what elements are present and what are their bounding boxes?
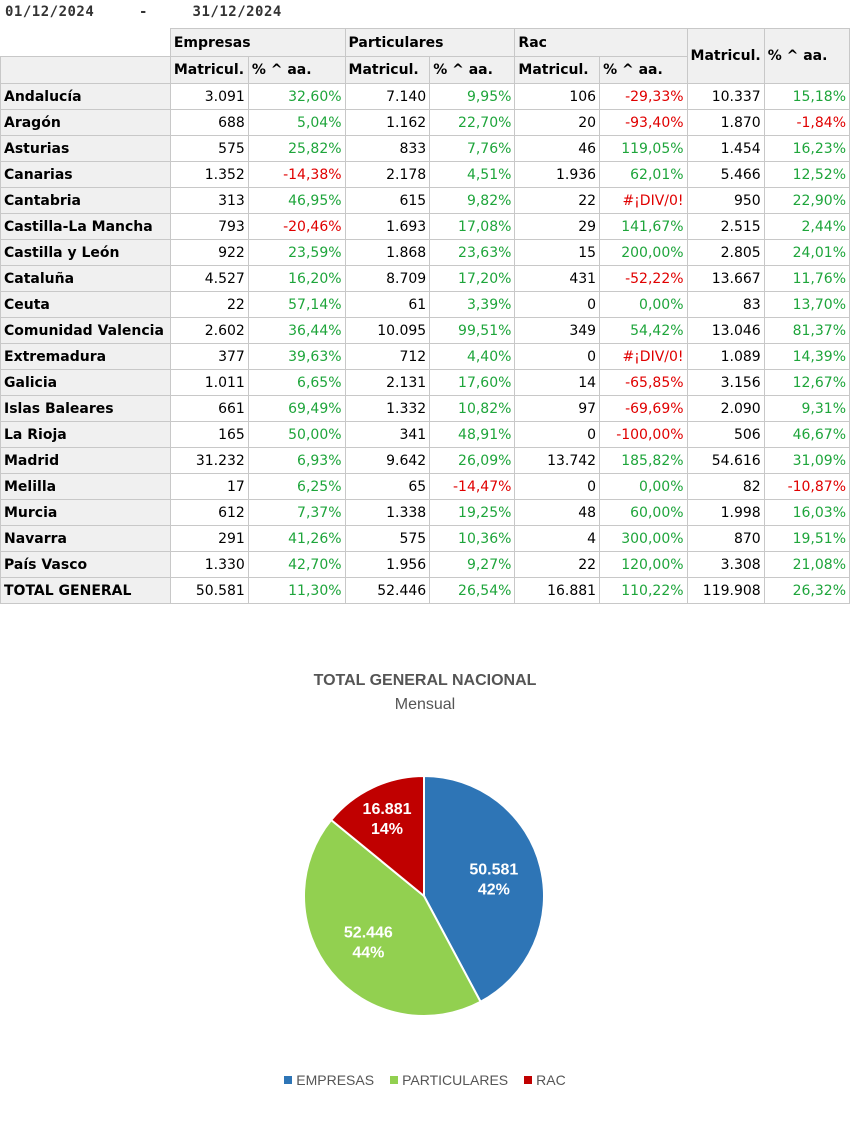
- pct-cell: -1,84%: [764, 110, 849, 136]
- pct-cell: 141,67%: [600, 214, 687, 240]
- pct-cell: 26,09%: [430, 448, 515, 474]
- pct-cell: 0,00%: [600, 474, 687, 500]
- table-row: [1, 318, 850, 344]
- matricul-cell: 922: [170, 240, 248, 266]
- pct-cell: 62,01%: [600, 162, 687, 188]
- matricul-cell: 165: [170, 422, 248, 448]
- registrations-table: [0, 28, 850, 604]
- matricul-cell: 575: [345, 526, 430, 552]
- pct-cell: 39,63%: [248, 344, 345, 370]
- pie-value-label: 52.446: [343, 924, 393, 942]
- col-header-matricul: Matricul.: [170, 57, 248, 84]
- pct-cell: 17,20%: [430, 266, 515, 292]
- matricul-cell: 3.308: [687, 552, 764, 578]
- matricul-cell: 1.011: [170, 370, 248, 396]
- pct-cell: 185,82%: [600, 448, 687, 474]
- matricul-cell: 349: [515, 318, 600, 344]
- matricul-cell: 1.162: [345, 110, 430, 136]
- matricul-cell: 2.131: [345, 370, 430, 396]
- pct-cell: -14,47%: [430, 474, 515, 500]
- table-row: [1, 188, 850, 214]
- matricul-cell: 2.178: [345, 162, 430, 188]
- pct-cell: 6,93%: [248, 448, 345, 474]
- pct-cell: 12,67%: [764, 370, 849, 396]
- matricul-cell: 0: [515, 422, 600, 448]
- table-row: [1, 162, 850, 188]
- region-name: Cataluña: [1, 266, 171, 292]
- col-header-pct: % ^ aa.: [430, 57, 515, 84]
- row-header-blank: [1, 57, 171, 84]
- matricul-cell: 793: [170, 214, 248, 240]
- table-row: [1, 84, 850, 110]
- pie-percent-label: 42%: [477, 881, 510, 899]
- pie-value-label: 50.581: [469, 861, 519, 879]
- matricul-cell: 106: [515, 84, 600, 110]
- region-name: Aragón: [1, 110, 171, 136]
- pct-cell: 119,05%: [600, 136, 687, 162]
- pct-cell: 23,59%: [248, 240, 345, 266]
- total-matricul-header: Matricul.: [687, 29, 764, 84]
- pct-cell: 46,95%: [248, 188, 345, 214]
- matricul-cell: 5.466: [687, 162, 764, 188]
- pct-cell: 11,76%: [764, 266, 849, 292]
- date-range: [5, 4, 282, 22]
- table-row: [1, 214, 850, 240]
- pct-cell: 10,36%: [430, 526, 515, 552]
- matricul-cell: 13.046: [687, 318, 764, 344]
- pct-cell: 12,52%: [764, 162, 849, 188]
- col-header-pct: % ^ aa.: [248, 57, 345, 84]
- table-row: [1, 474, 850, 500]
- legend-item: [284, 1072, 374, 1088]
- pie-percent-label: 14%: [371, 820, 404, 838]
- region-name: Murcia: [1, 500, 171, 526]
- matricul-cell: 119.908: [687, 578, 764, 604]
- matricul-cell: 661: [170, 396, 248, 422]
- legend-swatch: [390, 1076, 398, 1084]
- pct-cell: 3,39%: [430, 292, 515, 318]
- date-start: 01/12/2024: [5, 4, 95, 20]
- matricul-cell: 1.936: [515, 162, 600, 188]
- group-header-empresas: Empresas: [170, 29, 345, 57]
- pct-cell: 21,08%: [764, 552, 849, 578]
- matricul-cell: 16.881: [515, 578, 600, 604]
- pct-cell: 57,14%: [248, 292, 345, 318]
- table-row: [1, 240, 850, 266]
- matricul-cell: 1.870: [687, 110, 764, 136]
- table-row: [1, 292, 850, 318]
- pct-cell: 2,44%: [764, 214, 849, 240]
- pct-cell: 42,70%: [248, 552, 345, 578]
- region-name: Melilla: [1, 474, 171, 500]
- matricul-cell: 46: [515, 136, 600, 162]
- matricul-cell: 1.089: [687, 344, 764, 370]
- chart-subtitle: Mensual: [394, 696, 456, 713]
- matricul-cell: 313: [170, 188, 248, 214]
- region-name: País Vasco: [1, 552, 171, 578]
- pct-cell: 6,25%: [248, 474, 345, 500]
- matricul-cell: 431: [515, 266, 600, 292]
- matricul-cell: 377: [170, 344, 248, 370]
- matricul-cell: 22: [515, 188, 600, 214]
- pie-chart: [0, 740, 850, 1040]
- table-row: [1, 578, 850, 604]
- matricul-cell: 291: [170, 526, 248, 552]
- legend-label: EMPRESAS: [296, 1072, 375, 1088]
- region-name: Comunidad Valencia: [1, 318, 171, 344]
- pct-cell: 50,00%: [248, 422, 345, 448]
- table-row: [1, 396, 850, 422]
- pct-cell: 200,00%: [600, 240, 687, 266]
- matricul-cell: 7.140: [345, 84, 430, 110]
- matricul-cell: 1.330: [170, 552, 248, 578]
- matricul-cell: 0: [515, 344, 600, 370]
- matricul-cell: 833: [345, 136, 430, 162]
- pct-cell: 19,25%: [430, 500, 515, 526]
- pct-cell: 14,39%: [764, 344, 849, 370]
- pct-cell: 7,37%: [248, 500, 345, 526]
- pct-cell: 26,32%: [764, 578, 849, 604]
- col-header-pct: % ^ aa.: [600, 57, 687, 84]
- pct-cell: 7,76%: [430, 136, 515, 162]
- legend-label: RAC: [536, 1072, 566, 1088]
- group-header-particulares: Particulares: [345, 29, 515, 57]
- table-row: [1, 266, 850, 292]
- pct-cell: 22,90%: [764, 188, 849, 214]
- pct-cell: -20,46%: [248, 214, 345, 240]
- pct-cell: 15,18%: [764, 84, 849, 110]
- matricul-cell: 2.602: [170, 318, 248, 344]
- pct-cell: 0,00%: [600, 292, 687, 318]
- matricul-cell: 1.352: [170, 162, 248, 188]
- pct-cell: 69,49%: [248, 396, 345, 422]
- matricul-cell: 0: [515, 474, 600, 500]
- region-name: Canarias: [1, 162, 171, 188]
- pct-cell: #¡DIV/0!: [600, 344, 687, 370]
- region-name: Castilla-La Mancha: [1, 214, 171, 240]
- table-row: [1, 422, 850, 448]
- col-header-matricul: Matricul.: [515, 57, 600, 84]
- pct-cell: -100,00%: [600, 422, 687, 448]
- matricul-cell: 82: [687, 474, 764, 500]
- matricul-cell: 4.527: [170, 266, 248, 292]
- region-name: Navarra: [1, 526, 171, 552]
- matricul-cell: 1.956: [345, 552, 430, 578]
- matricul-cell: 870: [687, 526, 764, 552]
- pct-cell: 9,95%: [430, 84, 515, 110]
- matricul-cell: 13.667: [687, 266, 764, 292]
- matricul-cell: 615: [345, 188, 430, 214]
- region-name: TOTAL GENERAL: [1, 578, 171, 604]
- pct-cell: 24,01%: [764, 240, 849, 266]
- group-header-rac: Rac: [515, 29, 687, 57]
- matricul-cell: 8.709: [345, 266, 430, 292]
- matricul-cell: 1.332: [345, 396, 430, 422]
- table-row: [1, 370, 850, 396]
- matricul-cell: 1.693: [345, 214, 430, 240]
- matricul-cell: 950: [687, 188, 764, 214]
- matricul-cell: 10.337: [687, 84, 764, 110]
- matricul-cell: 341: [345, 422, 430, 448]
- matricul-cell: 3.091: [170, 84, 248, 110]
- matricul-cell: 2.515: [687, 214, 764, 240]
- legend-swatch: [284, 1076, 292, 1084]
- pct-cell: 31,09%: [764, 448, 849, 474]
- table-row: [1, 344, 850, 370]
- pct-cell: -10,87%: [764, 474, 849, 500]
- matricul-cell: 2.805: [687, 240, 764, 266]
- matricul-cell: 712: [345, 344, 430, 370]
- table-row: [1, 552, 850, 578]
- pct-cell: 300,00%: [600, 526, 687, 552]
- matricul-cell: 0: [515, 292, 600, 318]
- pct-cell: 17,08%: [430, 214, 515, 240]
- matricul-cell: 17: [170, 474, 248, 500]
- region-name: Cantabria: [1, 188, 171, 214]
- pct-cell: 6,65%: [248, 370, 345, 396]
- matricul-cell: 2.090: [687, 396, 764, 422]
- pct-cell: 17,60%: [430, 370, 515, 396]
- matricul-cell: 52.446: [345, 578, 430, 604]
- pct-cell: 5,04%: [248, 110, 345, 136]
- matricul-cell: 31.232: [170, 448, 248, 474]
- matricul-cell: 15: [515, 240, 600, 266]
- matricul-cell: 48: [515, 500, 600, 526]
- matricul-cell: 50.581: [170, 578, 248, 604]
- date-end: 31/12/2024: [192, 4, 282, 20]
- pct-cell: -69,69%: [600, 396, 687, 422]
- region-name: Madrid: [1, 448, 171, 474]
- legend-item: [390, 1072, 508, 1088]
- matricul-cell: 54.616: [687, 448, 764, 474]
- pct-cell: #¡DIV/0!: [600, 188, 687, 214]
- matricul-cell: 22: [515, 552, 600, 578]
- table-row: [1, 448, 850, 474]
- pct-cell: -93,40%: [600, 110, 687, 136]
- pct-cell: 16,23%: [764, 136, 849, 162]
- matricul-cell: 13.742: [515, 448, 600, 474]
- matricul-cell: 506: [687, 422, 764, 448]
- matricul-cell: 688: [170, 110, 248, 136]
- region-name: Andalucía: [1, 84, 171, 110]
- matricul-cell: 65: [345, 474, 430, 500]
- region-name: Islas Baleares: [1, 396, 171, 422]
- chart-title: TOTAL GENERAL NACIONAL: [313, 672, 537, 689]
- pct-cell: -52,22%: [600, 266, 687, 292]
- pie-percent-label: 44%: [352, 944, 385, 962]
- region-name: Asturias: [1, 136, 171, 162]
- pct-cell: 23,63%: [430, 240, 515, 266]
- table-row: [1, 500, 850, 526]
- table-row: [1, 136, 850, 162]
- pct-cell: 46,67%: [764, 422, 849, 448]
- pct-cell: 4,40%: [430, 344, 515, 370]
- pct-cell: -14,38%: [248, 162, 345, 188]
- matricul-cell: 612: [170, 500, 248, 526]
- pct-cell: 54,42%: [600, 318, 687, 344]
- pct-cell: 4,51%: [430, 162, 515, 188]
- pct-cell: 9,82%: [430, 188, 515, 214]
- matricul-cell: 3.156: [687, 370, 764, 396]
- matricul-cell: 97: [515, 396, 600, 422]
- pct-cell: 9,31%: [764, 396, 849, 422]
- pct-cell: 22,70%: [430, 110, 515, 136]
- matricul-cell: 4: [515, 526, 600, 552]
- pct-cell: 110,22%: [600, 578, 687, 604]
- pct-cell: -65,85%: [600, 370, 687, 396]
- pct-cell: 16,20%: [248, 266, 345, 292]
- pct-cell: 36,44%: [248, 318, 345, 344]
- matricul-cell: 83: [687, 292, 764, 318]
- legend-item: [524, 1072, 566, 1088]
- date-separator: -: [138, 4, 148, 20]
- pct-cell: -29,33%: [600, 84, 687, 110]
- pie-value-label: 16.881: [362, 800, 412, 818]
- pct-cell: 10,82%: [430, 396, 515, 422]
- pct-cell: 81,37%: [764, 318, 849, 344]
- pct-cell: 26,54%: [430, 578, 515, 604]
- matricul-cell: 20: [515, 110, 600, 136]
- matricul-cell: 14: [515, 370, 600, 396]
- legend-label: PARTICULARES: [402, 1072, 509, 1088]
- region-name: Galicia: [1, 370, 171, 396]
- matricul-cell: 22: [170, 292, 248, 318]
- col-header-matricul: Matricul.: [345, 57, 430, 84]
- chart-legend: [0, 1072, 850, 1088]
- pct-cell: 48,91%: [430, 422, 515, 448]
- matricul-cell: 61: [345, 292, 430, 318]
- matricul-cell: 9.642: [345, 448, 430, 474]
- matricul-cell: 29: [515, 214, 600, 240]
- region-name: La Rioja: [1, 422, 171, 448]
- matricul-cell: 10.095: [345, 318, 430, 344]
- pct-cell: 60,00%: [600, 500, 687, 526]
- pct-cell: 13,70%: [764, 292, 849, 318]
- pct-cell: 11,30%: [248, 578, 345, 604]
- matricul-cell: 1.454: [687, 136, 764, 162]
- pct-cell: 19,51%: [764, 526, 849, 552]
- matricul-cell: 1.868: [345, 240, 430, 266]
- matricul-cell: 575: [170, 136, 248, 162]
- region-name: Extremadura: [1, 344, 171, 370]
- pct-cell: 16,03%: [764, 500, 849, 526]
- region-name: Castilla y León: [1, 240, 171, 266]
- pct-cell: 120,00%: [600, 552, 687, 578]
- table-row: [1, 526, 850, 552]
- total-pct-header: % ^ aa.: [764, 29, 849, 84]
- matricul-cell: 1.338: [345, 500, 430, 526]
- pct-cell: 32,60%: [248, 84, 345, 110]
- table-row: [1, 110, 850, 136]
- pct-cell: 25,82%: [248, 136, 345, 162]
- region-name: Ceuta: [1, 292, 171, 318]
- pct-cell: 9,27%: [430, 552, 515, 578]
- matricul-cell: 1.998: [687, 500, 764, 526]
- pct-cell: 99,51%: [430, 318, 515, 344]
- pct-cell: 41,26%: [248, 526, 345, 552]
- legend-swatch: [524, 1076, 532, 1084]
